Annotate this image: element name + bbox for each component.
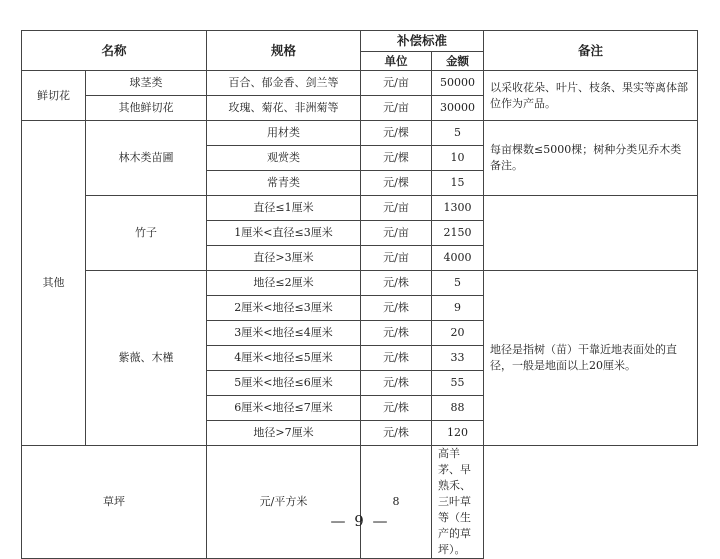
- remark-cell: 高羊茅、早熟禾、三叶草等（生产的草坪）。: [432, 446, 484, 559]
- amount-cell: 55: [432, 371, 484, 396]
- unit-cell: 元/株: [361, 296, 432, 321]
- table-row: [22, 271, 698, 296]
- page-number: — 9 —: [330, 512, 390, 530]
- spec-cell: 2厘米<地径≤3厘米: [207, 296, 361, 321]
- unit-cell: 元/亩: [361, 71, 432, 96]
- header-unit: 单位: [361, 52, 432, 71]
- amount-cell: 5: [432, 121, 484, 146]
- category-cell: 鲜切花: [22, 71, 86, 121]
- spec-cell: 观赏类: [207, 146, 361, 171]
- spec-cell: 百合、郁金香、剑兰等: [207, 71, 361, 96]
- remark-cell: 以采收花朵、叶片、枝条、果实等离体部位作为产品。: [484, 71, 698, 121]
- unit-cell: 元/株: [361, 346, 432, 371]
- subcategory-cell: 林木类苗圃: [86, 121, 207, 196]
- spec-cell: 6厘米<地径≤7厘米: [207, 396, 361, 421]
- unit-cell: 元/株: [361, 396, 432, 421]
- amount-cell: 10: [432, 146, 484, 171]
- spec-cell: 3厘米<地径≤4厘米: [207, 321, 361, 346]
- amount-cell: 9: [432, 296, 484, 321]
- header-name: 名称: [22, 31, 207, 71]
- unit-cell: 元/株: [361, 271, 432, 296]
- spec-cell: 5厘米<地径≤6厘米: [207, 371, 361, 396]
- table-row: [22, 446, 698, 559]
- spec-cell: 用材类: [207, 121, 361, 146]
- remark-cell-empty: [484, 196, 698, 271]
- spec-cell: 地径>7厘米: [207, 421, 361, 446]
- remark-cell: 地径是指树（苗）干靠近地表面处的直径，一般是地面以上20厘米。: [484, 271, 698, 446]
- header-amount: 金额: [432, 52, 484, 71]
- category-cell: 其他: [22, 121, 86, 446]
- table-row: [22, 196, 698, 221]
- subcategory-cell: 其他鲜切花: [86, 96, 207, 121]
- header-standard: 补偿标准: [361, 31, 484, 52]
- amount-cell: 50000: [432, 71, 484, 96]
- unit-cell: 元/株: [361, 371, 432, 396]
- unit-cell: 元/株: [361, 321, 432, 346]
- unit-cell: 元/株: [361, 421, 432, 446]
- subcategory-cell: 紫薇、木槿: [86, 271, 207, 446]
- header-row: [22, 31, 698, 52]
- unit-cell: 元/棵: [361, 121, 432, 146]
- unit-cell: 元/亩: [361, 96, 432, 121]
- unit-cell: 元/棵: [361, 171, 432, 196]
- unit-cell: 元/亩: [361, 221, 432, 246]
- compensation-table: [21, 30, 698, 559]
- spec-cell: 直径≤1厘米: [207, 196, 361, 221]
- header-spec: 规格: [207, 31, 361, 71]
- amount-cell: 2150: [432, 221, 484, 246]
- amount-cell: 33: [432, 346, 484, 371]
- table-row: [22, 121, 698, 146]
- spec-cell: 玫瑰、菊花、非洲菊等: [207, 96, 361, 121]
- amount-cell: 20: [432, 321, 484, 346]
- amount-cell: 5: [432, 271, 484, 296]
- amount-cell: 4000: [432, 246, 484, 271]
- unit-cell: 元/亩: [361, 196, 432, 221]
- table-row: [22, 71, 698, 96]
- amount-cell: 120: [432, 421, 484, 446]
- spec-cell: 4厘米<地径≤5厘米: [207, 346, 361, 371]
- unit-cell: 元/棵: [361, 146, 432, 171]
- subcategory-cell: 竹子: [86, 196, 207, 271]
- amount-cell: 88: [432, 396, 484, 421]
- header-remark: 备注: [484, 31, 698, 71]
- unit-cell: 元/亩: [361, 246, 432, 271]
- amount-cell: 15: [432, 171, 484, 196]
- spec-cell: 直径>3厘米: [207, 246, 361, 271]
- spec-cell: 地径≤2厘米: [207, 271, 361, 296]
- amount-cell: 8: [361, 446, 432, 559]
- unit-cell: 元/平方米: [207, 446, 361, 559]
- spec-cell: 常青类: [207, 171, 361, 196]
- subcategory-cell: 草坪: [22, 446, 207, 559]
- amount-cell: 30000: [432, 96, 484, 121]
- spec-cell: 1厘米<直径≤3厘米: [207, 221, 361, 246]
- remark-cell: 每亩棵数≤5000棵；树种分类见乔木类备注。: [484, 121, 698, 196]
- amount-cell: 1300: [432, 196, 484, 221]
- subcategory-cell: 球茎类: [86, 71, 207, 96]
